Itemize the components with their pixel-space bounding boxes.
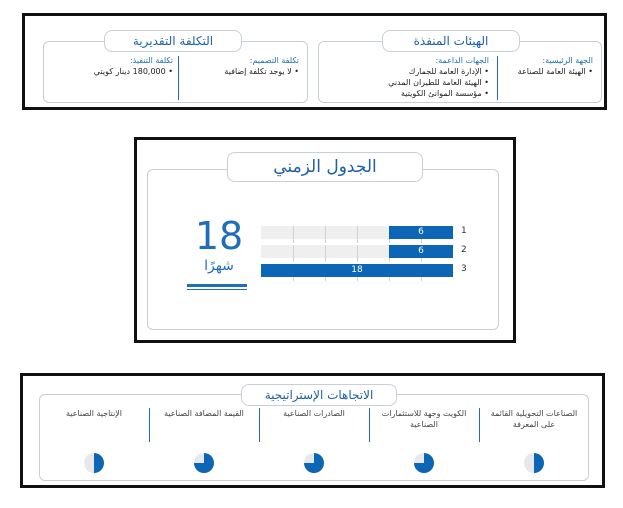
timeline-bar: 18 xyxy=(261,264,453,277)
design-cost-item: • لا يوجد تكلفة إضافية xyxy=(189,66,299,77)
support-entity-list xyxy=(339,66,489,99)
trend-progress-icon xyxy=(413,452,435,474)
trend-progress-icon xyxy=(83,452,105,474)
entities-cost-panel xyxy=(22,13,607,110)
trend-divider xyxy=(369,408,370,442)
main-entity-item: • الهيئة العامة للصناعة xyxy=(501,66,593,77)
design-cost-list xyxy=(189,66,299,77)
timeline-row-number: 1 xyxy=(461,226,467,236)
design-cost-label: تكلفة التصميم: xyxy=(249,56,299,65)
main-entity-label: الجهة الرئيسية: xyxy=(542,56,593,65)
timeline-grid-tick xyxy=(357,226,358,243)
timeline-grid-tick xyxy=(325,226,326,243)
timeline-title: الجدول الزمني xyxy=(227,152,423,182)
exec-cost-list xyxy=(63,66,173,77)
timeline-bar: 6 xyxy=(389,245,453,258)
trend-label: الصناعات التحويلية القائمة على المعرفة xyxy=(490,409,578,429)
trend-label: القيمة المضافة الصناعية xyxy=(164,409,244,418)
trend-label: الصادرات الصناعية xyxy=(283,409,345,418)
entities-divider xyxy=(497,56,498,100)
trend-divider xyxy=(479,408,480,442)
trend-label: الكويت وجهة للاستثمارات الصناعية xyxy=(381,409,467,429)
exec-cost-label: تكلفة التنفيذ: xyxy=(129,56,173,65)
timeline-grid-tick xyxy=(357,245,358,262)
timeline-total-underline-thin xyxy=(187,289,247,290)
trend-divider xyxy=(149,408,150,442)
support-entity-item: • مؤسسة الموانئ الكويتية xyxy=(339,88,489,99)
timeline-total-number: 18 xyxy=(194,214,244,258)
support-entity-label: الجهات الداعمة: xyxy=(435,56,489,65)
trends-panel xyxy=(20,373,605,488)
timeline-row-number: 2 xyxy=(461,245,467,255)
timeline-panel xyxy=(134,137,516,343)
main-entity-list xyxy=(501,66,593,77)
timeline-grid-tick xyxy=(325,245,326,262)
cost-divider xyxy=(178,56,179,100)
design-cost-column xyxy=(189,56,299,77)
timeline-total-unit: شهرًا xyxy=(204,258,234,274)
support-entity-item: • الهيئة العامة للطيران المدني xyxy=(339,77,489,88)
trend-progress-icon xyxy=(523,452,545,474)
timeline-grid-tick xyxy=(293,226,294,243)
entities-main-column xyxy=(501,56,593,77)
cost-title: التكلفة التقديرية xyxy=(104,30,242,52)
trend-divider xyxy=(259,408,260,442)
exec-cost-column xyxy=(63,56,173,77)
trends-list xyxy=(39,394,589,481)
trend-progress-icon xyxy=(193,452,215,474)
timeline-grid-tick xyxy=(293,245,294,262)
timeline-gantt xyxy=(261,226,467,286)
trend-label: الإنتاجية الصناعية xyxy=(66,409,122,418)
entities-support-column xyxy=(339,56,489,99)
exec-cost-item: • 180,000 دينار كويتي xyxy=(63,66,173,77)
entities-title: الهيئات المنفذة xyxy=(382,30,520,52)
timeline-total-underline xyxy=(187,284,247,287)
support-entity-item: • الإدارة العامة للجمارك xyxy=(339,66,489,77)
trends-title: الاتجاهات الإستراتيجية xyxy=(241,384,397,406)
trend-progress-icon xyxy=(303,452,325,474)
timeline-bar: 6 xyxy=(389,226,453,239)
timeline-row-number: 3 xyxy=(461,264,467,274)
